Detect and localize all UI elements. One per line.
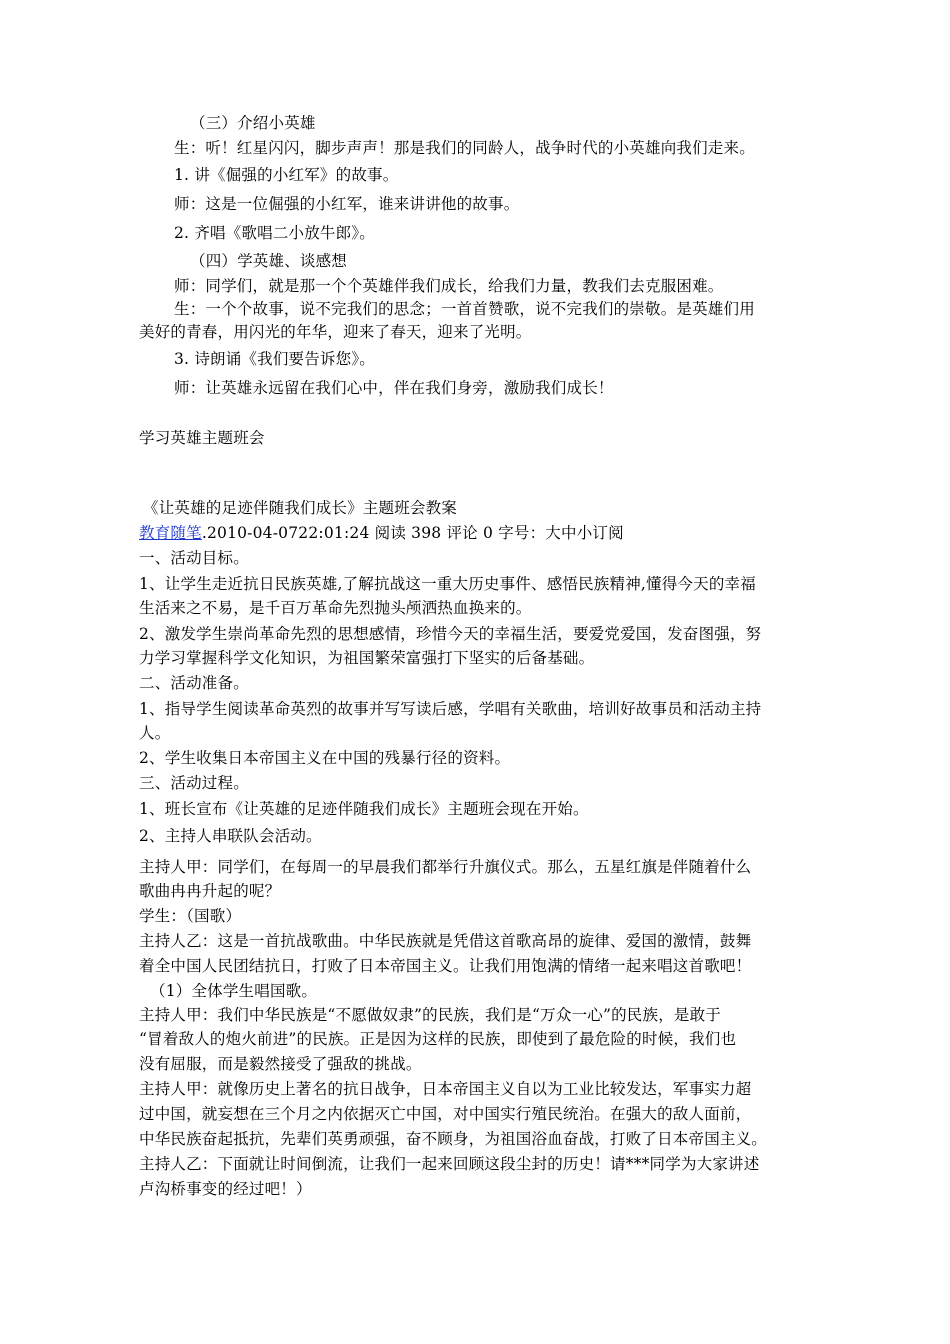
paragraph: 师：这是一位倔强的小红军，谁来讲讲他的故事。 bbox=[174, 195, 520, 213]
paragraph-continued: 美好的青春，用闪光的年华，迎来了春天，迎来了光明。 bbox=[139, 323, 532, 341]
body-line: 2、激发学生崇尚革命先烈的思想感情，珍惜今天的幸福生活，要爱党爱国，发奋图强，努 bbox=[139, 625, 762, 643]
body-line: 着全中国人民团结抗日，打败了日本帝国主义。让我们用饱满的情绪一起来唱这首歌吧！ bbox=[139, 957, 752, 975]
body-line: 没有屈服，而是毅然接受了强敌的挑战。 bbox=[139, 1055, 422, 1073]
body-line: 1、指导学生阅读革命英烈的故事并写写读后感，学唱有关歌曲，培训好故事员和活动主持 bbox=[139, 700, 762, 718]
article-meta-info: .2010-04-0722:01:24 阅读 398 评论 0 字号：大中小订阅 bbox=[201, 524, 624, 542]
body-line: 主持人甲：就像历史上著名的抗日战争，日本帝国主义自以为工业比较发达，军事实力超 bbox=[139, 1080, 752, 1098]
body-line: 1、班长宣布《让英雄的足迹伴随我们成长》主题班会现在开始。 bbox=[139, 800, 589, 818]
body-line: 二、活动准备。 bbox=[139, 674, 249, 692]
body-line: 主持人甲：同学们，在每周一的早晨我们都举行升旗仪式。那么，五星红旗是伴随着什么 bbox=[139, 858, 752, 876]
body-line: 主持人乙：这是一首抗战歌曲。中华民族就是凭借这首歌高昂的旋律、爱国的激情，鼓舞 bbox=[139, 932, 752, 950]
heading-learn-heroes: （四）学英雄、谈感想 bbox=[190, 252, 348, 270]
body-line: （1）全体学生唱国歌。 bbox=[150, 982, 318, 1000]
body-line: 力学习掌握科学文化知识，为祖国繁荣富强打下坚实的后备基础。 bbox=[139, 649, 595, 667]
heading-introduce-heroes: （三）介绍小英雄 bbox=[190, 114, 316, 132]
body-line: 三、活动过程。 bbox=[139, 774, 249, 792]
body-line: 中华民族奋起抵抗，先辈们英勇顽强，奋不顾身，为祖国浴血奋战，打败了日本帝国主义。 bbox=[139, 1130, 768, 1148]
body-line: 一、活动目标。 bbox=[139, 549, 249, 567]
body-line: 歌曲冉冉升起的呢？ bbox=[139, 882, 281, 900]
list-item: 3. 诗朗诵《我们要告诉您》。 bbox=[174, 350, 375, 368]
body-line: 学生：（国歌） bbox=[139, 907, 242, 925]
body-line: 过中国，就妄想在三个月之内依据灭亡中国，对中国实行殖民统治。在强大的敌人面前， bbox=[139, 1105, 752, 1123]
body-line: 主持人乙：下面就让时间倒流，让我们一起来回顾这段尘封的历史！请***同学为大家讲述 bbox=[139, 1155, 760, 1173]
section-title: 学习英雄主题班会 bbox=[139, 429, 265, 447]
article-meta bbox=[139, 522, 624, 544]
paragraph: 师：同学们，就是那一个个英雄伴我们成长，给我们力量，教我们去克服困难。 bbox=[174, 277, 724, 295]
paragraph: 师：让英雄永远留在我们心中，伴在我们身旁，激励我们成长！ bbox=[174, 379, 614, 397]
article-title: 《让英雄的足迹伴随我们成长》主题班会教案 bbox=[143, 499, 458, 517]
body-line: 1、让学生走近抗日民族英雄,了解抗战这一重大历史事件、感悟民族精神,懂得今天的幸福 bbox=[139, 575, 756, 593]
body-line: 2、主持人串联队会活动。 bbox=[139, 827, 322, 845]
body-line: “冒着敌人的炮火前进”的民族。正是因为这样的民族，即使到了最危险的时候，我们也 bbox=[139, 1030, 737, 1048]
blog-category-link[interactable]: 教育随笔 bbox=[139, 524, 202, 542]
body-line: 2、学生收集日本帝国主义在中国的残暴行径的资料。 bbox=[139, 749, 511, 767]
paragraph: 生：一个个故事，说不完我们的思念；一首首赞歌，说不完我们的崇敬。是英雄们用 bbox=[174, 300, 755, 318]
body-line: 主持人甲：我们中华民族是“不愿做奴隶”的民族，我们是“万众一心”的民族，是敢于 bbox=[139, 1006, 721, 1024]
body-line: 人。 bbox=[139, 724, 171, 742]
body-line: 卢沟桥事变的经过吧！） bbox=[139, 1180, 312, 1198]
body-line: 生活来之不易，是千百万革命先烈抛头颅洒热血换来的。 bbox=[139, 599, 532, 617]
list-item: 1. 讲《倔强的小红军》的故事。 bbox=[174, 166, 399, 184]
paragraph: 生：听！红星闪闪，脚步声声！那是我们的同龄人，战争时代的小英雄向我们走来。 bbox=[174, 139, 755, 157]
list-item: 2. 齐唱《歌唱二小放牛郎》。 bbox=[174, 224, 375, 242]
